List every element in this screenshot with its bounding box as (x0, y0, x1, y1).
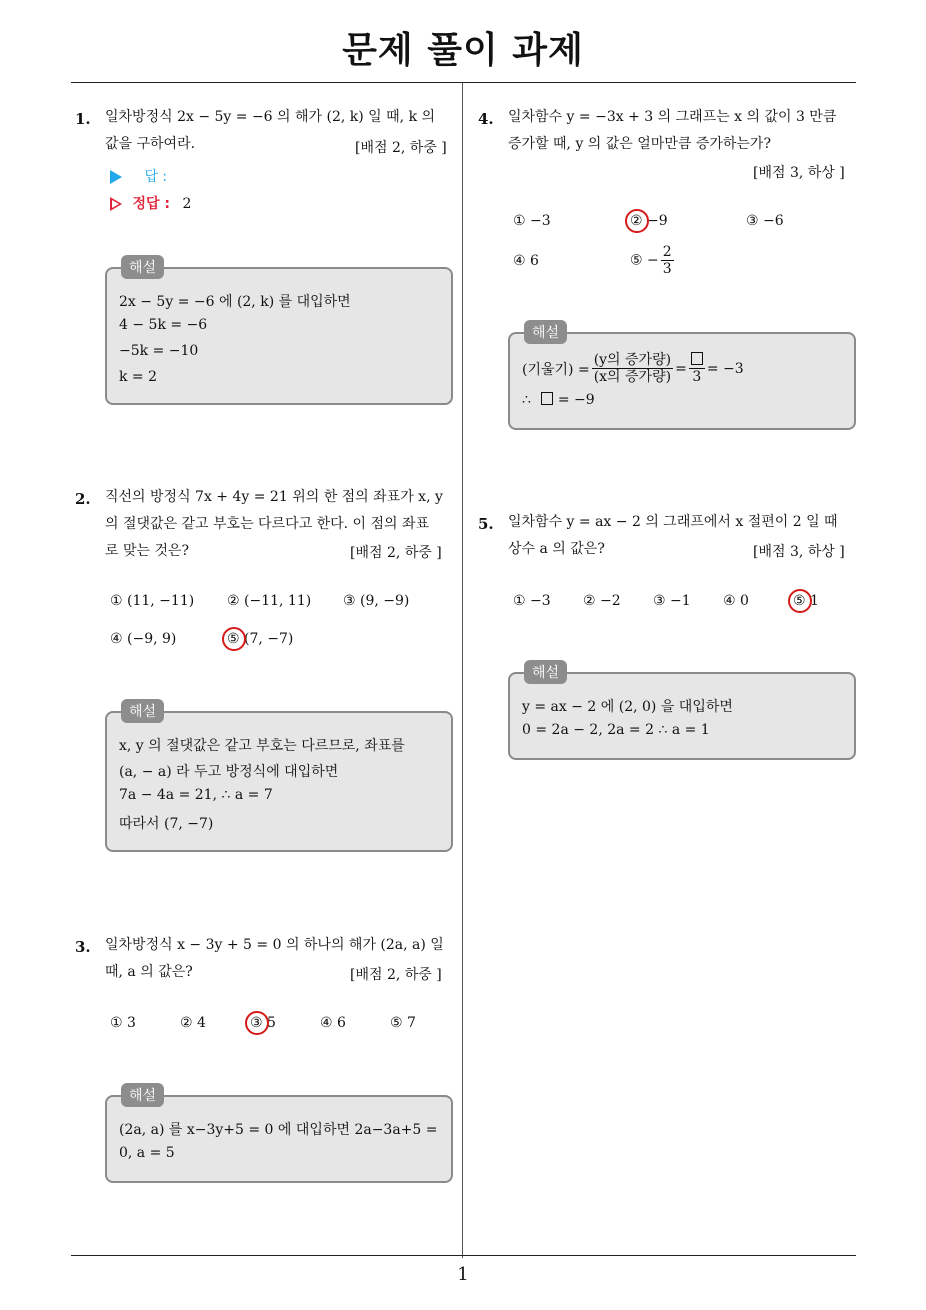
correct-answer-line (110, 193, 191, 213)
choice-4[interactable]: ④ 0 (723, 593, 749, 609)
explanation-box (105, 1088, 453, 1183)
choice-5[interactable] (630, 244, 676, 277)
problem-text-line: 로 맞는 것은? (105, 543, 190, 559)
explanation-line: (a, − a) 라 두고 방정식에 대입하면 (119, 764, 339, 780)
choice-3[interactable]: ③ (9, −9) (343, 593, 410, 609)
equation-tail: = −3 (706, 360, 744, 377)
fraction-numerator: 2 (662, 244, 672, 260)
choice-5-prefix: ⑤ − (630, 252, 659, 269)
outline-triangle-icon (110, 197, 122, 211)
problem-2 (75, 490, 455, 860)
fraction-denominator: (x의 증가량) (593, 369, 672, 385)
explanation-box (105, 704, 453, 852)
answer-label: 답 : (144, 169, 168, 185)
score-label: [배점 3, 하상 ] (753, 544, 845, 560)
choice-1[interactable]: ① (11, −11) (110, 593, 195, 609)
problem-text-line: 직선의 방정식 7x + 4y = 21 위의 한 점의 좌표가 x, y (105, 489, 443, 505)
choice-1[interactable]: ① −3 (513, 593, 551, 609)
fraction (592, 352, 673, 385)
explanation-line: y = ax − 2 에 (2, 0) 을 대입하면 (522, 699, 733, 715)
problem-text-line: 상수 a 의 값은? (508, 541, 605, 557)
problem-text-line: 증가할 때, y 의 값은 얼마만큼 증가하는가? (508, 136, 771, 152)
problem-number: 5. (478, 515, 494, 533)
choice-5[interactable]: ⑤ (7, −7) (227, 631, 294, 647)
explanation-line: 4 − 5k = −6 (119, 317, 208, 333)
explanation-label: 해설 (121, 1083, 164, 1107)
selected-answer-circle (245, 1011, 269, 1035)
equation-tail: = −9 (557, 392, 595, 408)
choice-4[interactable]: ④ 6 (513, 253, 539, 269)
problem-text-line: 일차함수 y = ax − 2 의 그래프에서 x 절편이 2 일 때 (508, 514, 838, 530)
choice-3[interactable]: ③ −1 (653, 593, 691, 609)
fraction (661, 244, 674, 277)
explanation-label: 해설 (121, 255, 164, 279)
choice-4[interactable]: ④ (−9, 9) (110, 631, 177, 647)
problem-number: 2. (75, 490, 91, 508)
play-icon (110, 170, 122, 184)
explanation-box (508, 325, 856, 430)
explanation-line: k = 2 (119, 369, 158, 385)
problem-1 (75, 110, 455, 410)
problem-text-line: 일차방정식 x − 3y + 5 = 0 의 하나의 해가 (2a, a) 일 (105, 937, 444, 953)
selected-answer-circle (625, 209, 649, 233)
score-label: [배점 2, 하중 ] (350, 545, 442, 561)
explanation-label: 해설 (121, 699, 164, 723)
explanation-box (105, 260, 453, 405)
score-label: [배점 2, 하중 ] (355, 140, 447, 156)
explanation-line: (2a, a) 를 x−3y+5 = 0 에 대입하면 2a−3a+5 = (119, 1122, 438, 1138)
problem-5 (478, 515, 858, 765)
choice-2[interactable]: ② −9 (630, 213, 668, 229)
explanation-line: 0, a = 5 (119, 1145, 175, 1161)
page-number: 1 (457, 1264, 469, 1285)
choice-1[interactable]: ① 3 (110, 1015, 136, 1031)
problem-text-line: 일차함수 y = −3x + 3 의 그래프는 x 의 값이 3 만큼 (508, 109, 837, 125)
explanation-line: 7a − 4a = 21, ∴ a = 7 (119, 787, 273, 803)
fraction-denominator: 3 (692, 369, 702, 385)
choice-2[interactable]: ② −2 (583, 593, 621, 609)
fraction-numerator: (y의 증가량) (593, 352, 672, 368)
blank-box-icon (691, 352, 703, 365)
explanation-line: (기울기) = $\frac{\text{(y의 증가량)}}{\text{(x의 증가량)}}$ = 3 = −3 (522, 352, 744, 385)
page-title: 문제 풀이 과제 (342, 30, 584, 71)
correct-label: 정답 : (132, 196, 170, 212)
problem-number: 3. (75, 938, 91, 956)
explanation-line: −5k = −10 (119, 343, 199, 359)
explanation-line (522, 392, 595, 408)
choice-5[interactable]: ⑤ 7 (390, 1015, 416, 1031)
blank-box-icon (541, 392, 553, 405)
choice-5[interactable]: ⑤ 1 (793, 593, 819, 609)
bottom-divider (71, 1255, 856, 1256)
explanation-label: 해설 (524, 660, 567, 684)
fraction-numerator (689, 352, 705, 369)
explanation-box (508, 665, 856, 760)
answer-line (110, 166, 167, 186)
explanation-line: 따라서 (7, −7) (119, 816, 214, 832)
score-label: [배점 3, 하상 ] (753, 165, 845, 181)
explanation-line: 0 = 2a − 2, 2a = 2 ∴ a = 1 (522, 722, 710, 738)
fraction (689, 352, 705, 385)
choice-2[interactable]: ② 4 (180, 1015, 206, 1031)
explanation-label: 해설 (524, 320, 567, 344)
choice-2[interactable]: ② (−11, 11) (227, 593, 312, 609)
top-divider (71, 82, 856, 83)
choice-3[interactable]: ③ 5 (250, 1015, 276, 1031)
slope-label: (기울기) = (522, 361, 590, 378)
problem-3 (75, 938, 455, 1188)
problem-4 (478, 110, 858, 440)
problem-text-line: 값을 구하여라. (105, 136, 196, 152)
problem-text-line: 의 절댓값은 같고 부호는 다르다고 한다. 이 점의 좌표 (105, 516, 430, 532)
choice-4[interactable]: ④ 6 (320, 1015, 346, 1031)
selected-answer-circle (788, 589, 812, 613)
problem-text-line: 때, a 의 값은? (105, 964, 193, 980)
score-label: [배점 2, 하중 ] (350, 967, 442, 983)
correct-value: 2 (182, 196, 192, 212)
selected-answer-circle (222, 627, 246, 651)
therefore-symbol: ∴ (522, 392, 531, 408)
problem-number: 1. (75, 110, 91, 128)
explanation-line: x, y 의 절댓값은 같고 부호는 다르므로, 좌표를 (119, 738, 405, 754)
problem-number: 4. (478, 110, 494, 128)
fraction-denominator: 3 (662, 261, 672, 277)
column-divider (462, 83, 463, 1258)
problem-text-line: 일차방정식 2x − 5y = −6 의 해가 (2, k) 일 때, k 의 (105, 109, 436, 125)
choice-1[interactable]: ① −3 (513, 213, 551, 229)
explanation-line: 2x − 5y = −6 에 (2, k) 를 대입하면 (119, 294, 351, 310)
choice-3[interactable]: ③ −6 (746, 213, 784, 229)
